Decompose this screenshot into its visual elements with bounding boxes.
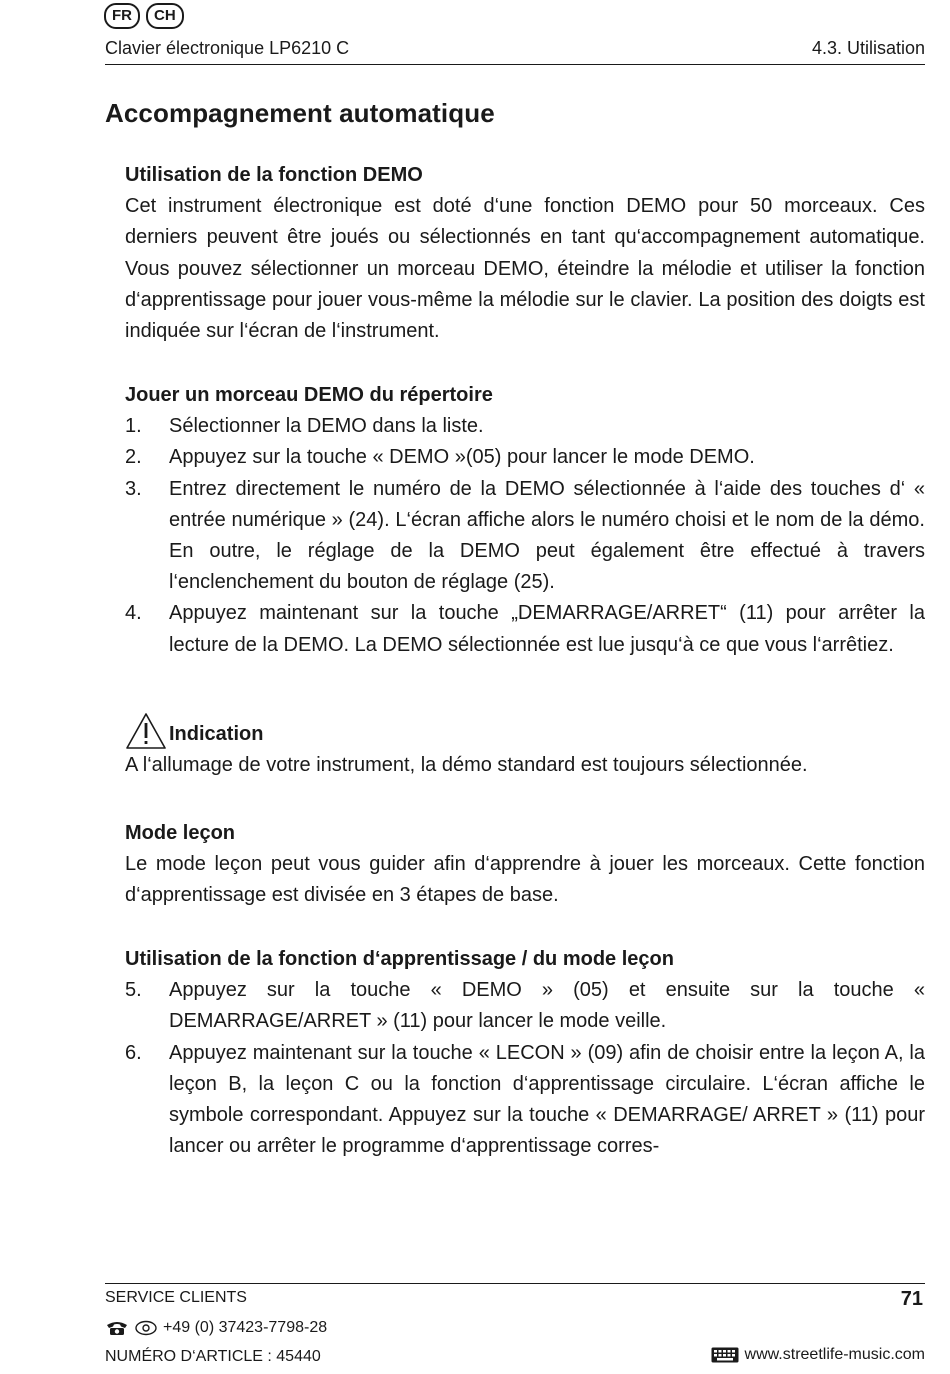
section-heading: Utilisation de la fonction d‘apprentissage / du mode leçon — [125, 948, 674, 970]
paragraph: Le mode leçon peut vous guider afin d‘apprendre à jouer les morceaux. Cette fonction d‘apprentissage est divisée en 3 étapes de base. — [125, 853, 925, 907]
section-lesson-mode — [125, 818, 925, 912]
footer-phone-row — [105, 1319, 327, 1337]
section-note — [125, 712, 925, 781]
warning-icon — [125, 712, 167, 750]
note-heading-row — [125, 712, 925, 750]
list-number: 6. — [125, 1041, 142, 1064]
country-badges — [104, 3, 184, 29]
footer-phone: +49 (0) 37423-7798-28 — [163, 1319, 328, 1336]
page-title: Accompagnement automatique — [105, 98, 495, 128]
section-heading: Mode leçon — [125, 822, 236, 844]
list-number: 5. — [125, 979, 142, 1002]
footer-website: www.streetlife-music.com — [744, 1346, 925, 1363]
footer-divider — [105, 1283, 925, 1284]
header-product-name: Clavier électronique LP6210 C — [105, 38, 350, 58]
phone-icon — [105, 1320, 129, 1336]
section-play-demo — [125, 380, 925, 661]
footer-web-row — [711, 1346, 925, 1364]
section-heading: Utilisation de la fonction DEMO — [125, 164, 423, 186]
footer-article-number: NUMÉRO D‘ARTICLE : 45440 — [105, 1348, 321, 1365]
list-number: 1. — [125, 415, 142, 438]
country-badge-ch: CH — [146, 3, 184, 29]
list-item — [125, 442, 925, 473]
eye-icon — [135, 1320, 157, 1336]
note-heading: Indication — [169, 722, 264, 745]
country-badge-fr: FR — [104, 3, 140, 29]
list-text: Appuyez sur la touche « DEMO »(05) pour lancer le mode DEMO. — [169, 446, 755, 469]
page-number: 71 — [900, 1288, 923, 1310]
header-section: 4.3. Utilisation — [811, 38, 925, 58]
section-heading: Jouer un morceau DEMO du répertoire — [125, 384, 493, 406]
section-demo — [125, 160, 925, 347]
list-number: 3. — [125, 477, 142, 500]
list-text: Entrez directement le numéro de la DEMO sélectionnée à l‘aide des touches d‘ « entrée numérique » (24). L‘écran affiche alors le numéro choisi et le nom de la démo. En outre, le réglage de la DEMO peut également être effectué à travers l‘enclenchement du bouton de réglage (25). — [169, 477, 925, 594]
list-text: Appuyez maintenant sur la touche « LECON » (09) afin de choisir entre la leçon A, la leçon B, la leçon C ou la fonction d‘apprentissage circulaire. L‘écran affiche le symbole correspondant. Appuyez sur la touche « DEMARRAGE/ ARRET » (11) pour lancer ou arrêter le programme d‘apprentissage corres- — [169, 1041, 925, 1158]
list-item — [125, 598, 925, 660]
paragraph: A l‘allumage de votre instrument, la démo standard est toujours sélectionnée. — [125, 754, 808, 776]
paragraph: Cet instrument électronique est doté d‘une fonction DEMO pour 50 morceaux. Ces derniers peuvent être joués ou sélectionnés en tant qu‘accompagnement automatique. Vous pouvez sélectionner un morceau DEMO, éteindre la mélodie et utiliser la fonction d‘apprentissage pour jouer vous-même la mélodie sur le clavier. La position des doigts est indiquée sur l‘écran de l‘instrument. — [125, 195, 925, 343]
list-text: Sélectionner la DEMO dans la liste. — [169, 415, 484, 438]
numbered-list — [125, 411, 925, 661]
list-item — [125, 474, 925, 599]
list-item — [125, 975, 925, 1037]
numbered-list — [125, 975, 925, 1162]
list-item — [125, 411, 925, 442]
list-number: 2. — [125, 446, 142, 469]
list-item — [125, 1038, 925, 1163]
list-text: Appuyez sur la touche « DEMO » (05) et ensuite sur la touche « DEMARRAGE/ARRET » (11) pour lancer le mode veille. — [169, 979, 925, 1033]
list-number: 4. — [125, 602, 142, 625]
footer-service: SERVICE CLIENTS — [105, 1289, 247, 1306]
keyboard-icon — [711, 1347, 739, 1363]
list-text: Appuyez maintenant sur la touche „DEMARRAGE/ARRET“ (11) pour arrêter la lecture de la DEMO. La DEMO sélectionnée est lue jusqu‘à ce que vous l‘arrêtiez. — [169, 602, 925, 656]
header-divider — [105, 64, 925, 65]
section-learning — [125, 944, 925, 1162]
